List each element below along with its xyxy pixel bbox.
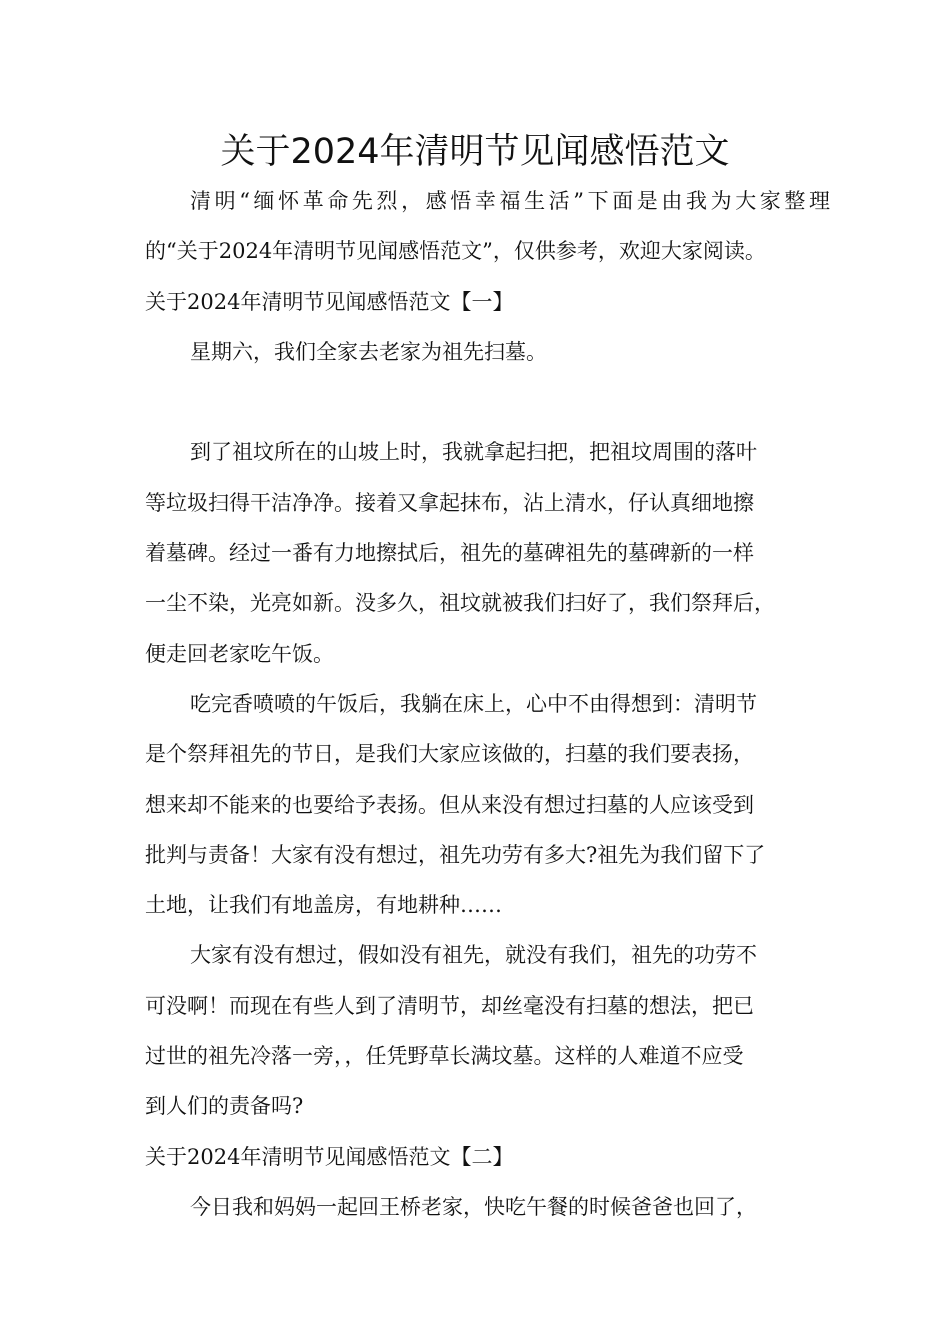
paragraph-5 (145, 1182, 830, 1232)
paragraph-3-line-2: 是个祭拜祖先的节日，是我们大家应该做的，扫墓的我们要表扬， (145, 742, 754, 767)
paragraph-2-line-5: 便走回老家吃午饭。 (145, 641, 334, 666)
paragraph-4-line-4: 到人们的责备吗? (145, 1094, 304, 1119)
paragraph-2-line-2: 等垃圾扫得干洁净净。接着又拿起抹布，沾上清水，仔认真细地擦 (145, 490, 754, 515)
blank-line (145, 377, 830, 427)
paragraph-3-line-5: 土地，让我们有地盖房，有地耕种…… (145, 893, 502, 918)
paragraph-2-line-4: 一尘不染，光亮如新。没多久，祖坟就被我们扫好了，我们祭拜后， (145, 591, 775, 616)
paragraph-4-line-2: 可没啊！而现在有些人到了清明节，却丝毫没有扫墓的想法，把已 (145, 993, 754, 1018)
intro-line-2: 的“关于2024年清明节见闻感悟范文”，仅供参考，欢迎大家阅读。 (145, 239, 766, 264)
paragraph-3 (145, 679, 830, 930)
paragraph-5-line-1: 今日我和妈妈一起回王桥老家，快吃午餐的时候爸爸也回了， (190, 1194, 757, 1219)
paragraph-4-line-3: 过世的祖先冷落一旁，，任凭野草长满坟墓。这样的人难道不应受 (145, 1044, 744, 1069)
paragraph-1 (145, 327, 830, 377)
paragraph-3-line-1: 吃完香喷喷的午饭后，我躺在床上，心中不由得想到：清明节 (190, 691, 757, 716)
paragraph-2-line-1: 到了祖坟所在的山坡上时，我就拿起扫把，把祖坟周围的落叶 (190, 440, 757, 465)
paragraph-2-line-3: 着墓碑。经过一番有力地擦拭后，祖先的墓碑祖先的墓碑新的一样 (145, 541, 754, 566)
paragraph-3-line-4: 批判与责备！大家有没有想过，祖先功劳有多大?祖先为我们留下了 (145, 842, 766, 867)
intro-line-1: 清明“缅怀革命先烈，感悟幸福生活”下面是由我为大家整理 (190, 189, 830, 213)
document-body (145, 176, 830, 1232)
paragraph-4 (145, 930, 830, 1131)
section-heading-2: 关于2024年清明节见闻感悟范文【二】 (145, 1144, 514, 1169)
paragraph-1-line-1: 星期六，我们全家去老家为祖先扫墓。 (190, 339, 547, 364)
paragraph-3-line-3: 想来却不能来的也要给予表扬。但从来没有想过扫墓的人应该受到 (145, 792, 754, 817)
section-heading-1: 关于2024年清明节见闻感悟范文【一】 (145, 289, 514, 314)
paragraph-2 (145, 427, 830, 678)
intro-paragraph (145, 176, 830, 277)
paragraph-4-line-1: 大家有没有想过，假如没有祖先，就没有我们，祖先的功劳不 (190, 943, 757, 968)
document-title: 关于2024年清明节见闻感悟范文 (220, 132, 730, 172)
